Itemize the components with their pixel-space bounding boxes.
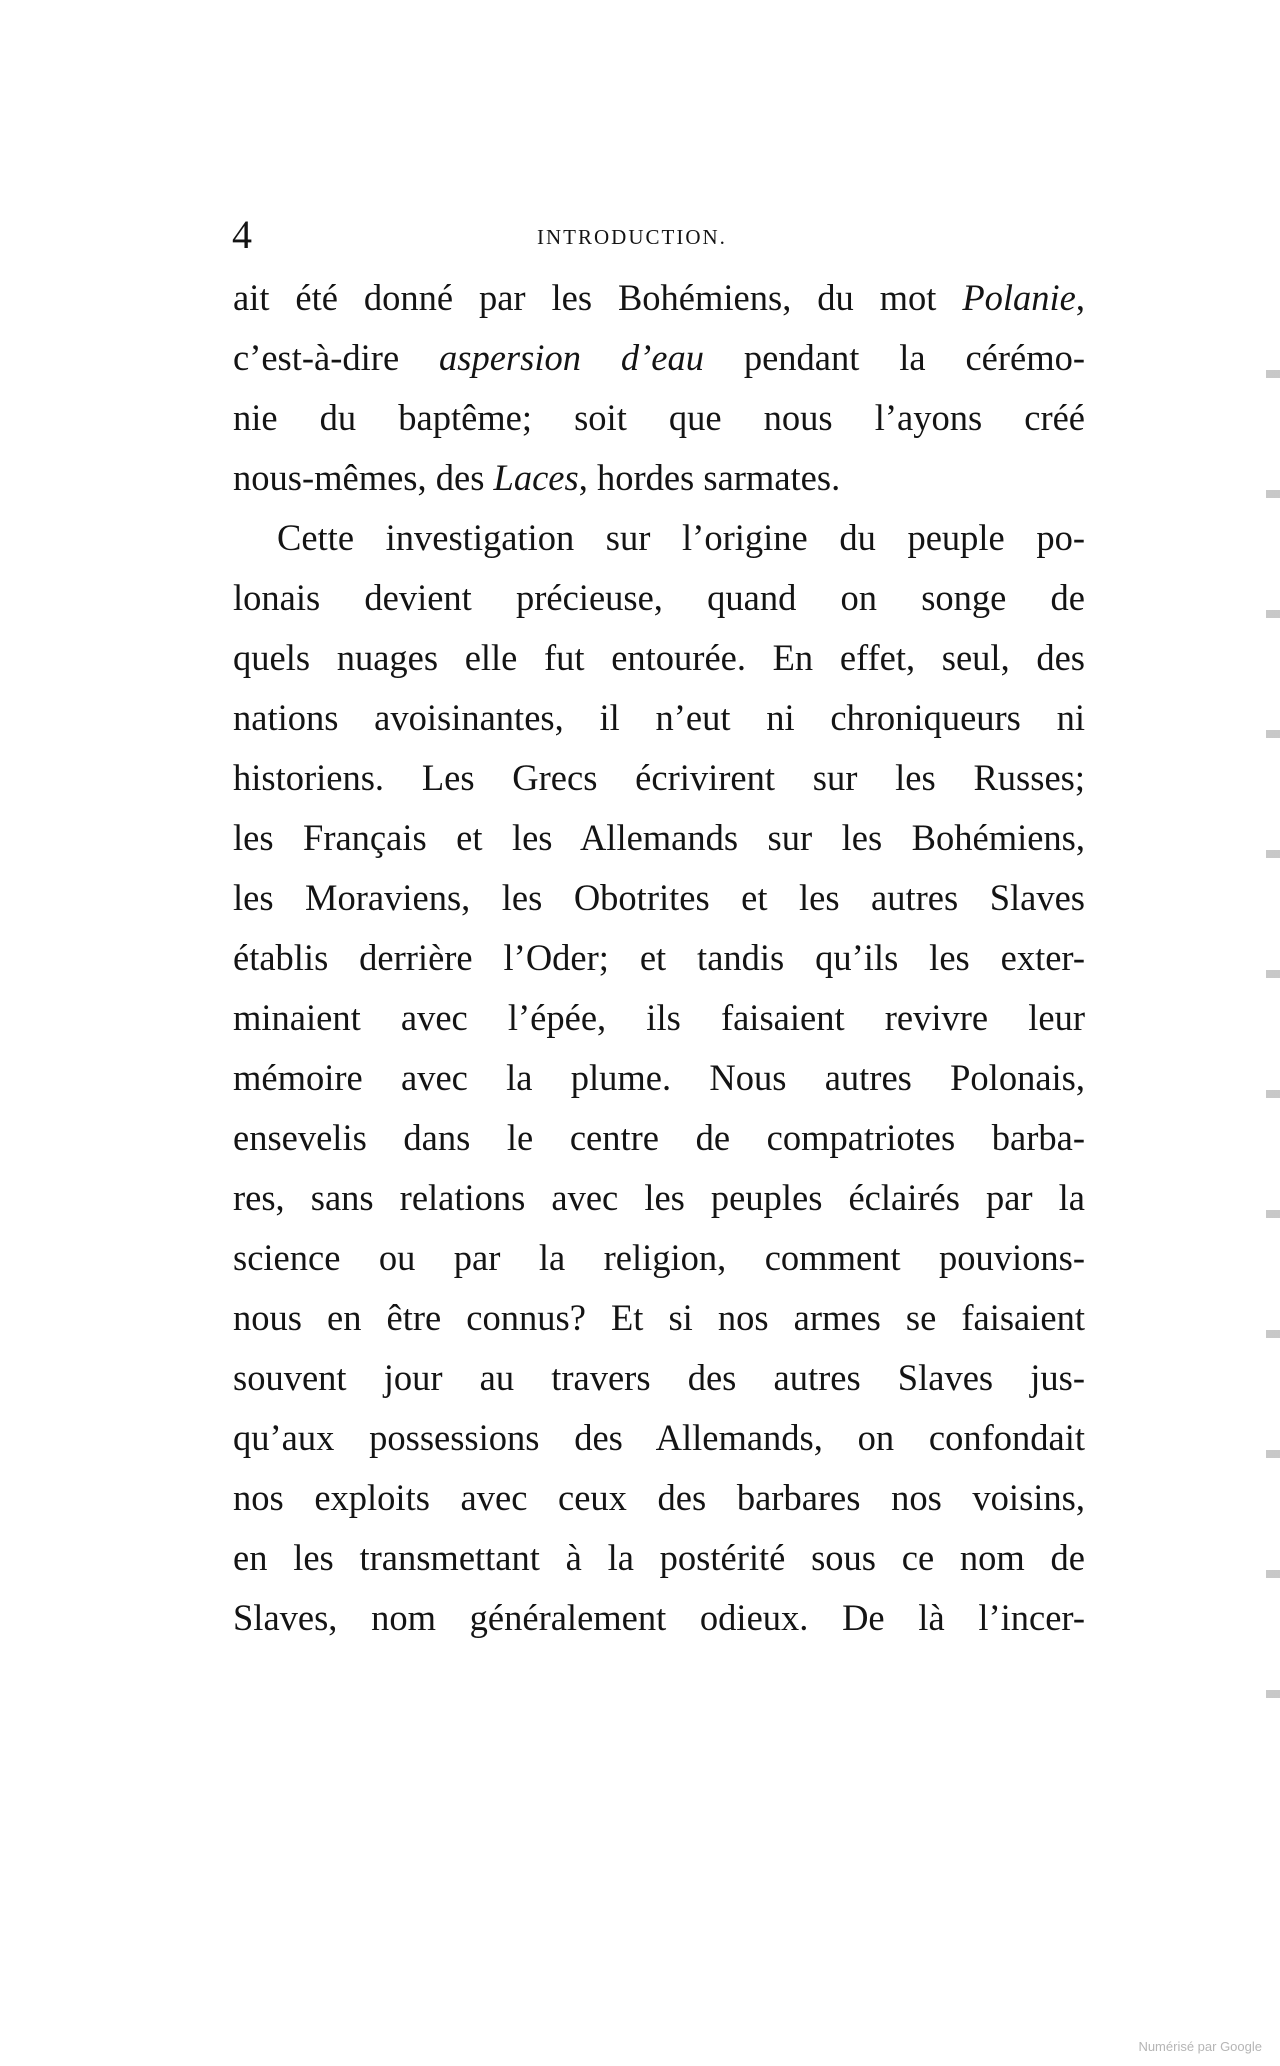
- text-line: historiens. Les Grecs écrivirent sur les Russes;: [233, 757, 1085, 798]
- text-line: nie du baptême; soit que nous l’ayons créé: [233, 397, 1085, 438]
- text-line: nous-mêmes, des Laces, hordes sarmates.: [233, 457, 841, 498]
- text-line: Cette investigation sur l’origine du peuple po-: [277, 517, 1085, 558]
- text-line: en les transmettant à la postérité sous ce nom de: [233, 1537, 1085, 1578]
- text-line: établis derrière l’Oder; et tandis qu’ils les exter-: [233, 937, 1085, 978]
- text-line: les Moraviens, les Obotrites et les autres Slaves: [233, 877, 1085, 918]
- text-line: res, sans relations avec les peuples éclairés par la: [233, 1177, 1085, 1218]
- digitization-credit: Numérisé par Google: [1138, 2039, 1262, 2054]
- text-line: science ou par la religion, comment pouvions-: [233, 1237, 1085, 1278]
- text-line: lonais devient précieuse, quand on songe de: [233, 577, 1085, 618]
- text-line: nous en être connus? Et si nos armes se faisaient: [233, 1297, 1085, 1338]
- text-line: ait été donné par les Bohémiens, du mot Polanie,: [233, 277, 1085, 318]
- page-header: [232, 210, 1082, 260]
- text-line: Slaves, nom généralement odieux. De là l’incer-: [233, 1597, 1085, 1638]
- text-line: ensevelis dans le centre de compatriotes barba-: [233, 1117, 1085, 1158]
- text-line: c’est-à-dire aspersion d’eau pendant la cérémo-: [233, 337, 1086, 378]
- running-head: INTRODUCTION.: [537, 225, 727, 249]
- text-line: minaient avec l’épée, ils faisaient revivre leur: [233, 997, 1085, 1038]
- text-line: souvent jour au travers des autres Slaves jus-: [233, 1357, 1085, 1398]
- text-line: mémoire avec la plume. Nous autres Polonais,: [233, 1057, 1085, 1098]
- text-line: nations avoisinantes, il n’eut ni chroniqueurs ni: [233, 697, 1085, 738]
- scan-edge-artifacts: [1266, 300, 1280, 1750]
- text-line: les Français et les Allemands sur les Bohémiens,: [233, 817, 1085, 858]
- text-line: quels nuages elle fut entourée. En effet, seul, des: [233, 637, 1085, 678]
- body-text: [233, 268, 1085, 1648]
- text-line: nos exploits avec ceux des barbares nos voisins,: [233, 1477, 1085, 1518]
- text-line: qu’aux possessions des Allemands, on confondait: [233, 1417, 1085, 1458]
- page-number: 4: [232, 212, 252, 257]
